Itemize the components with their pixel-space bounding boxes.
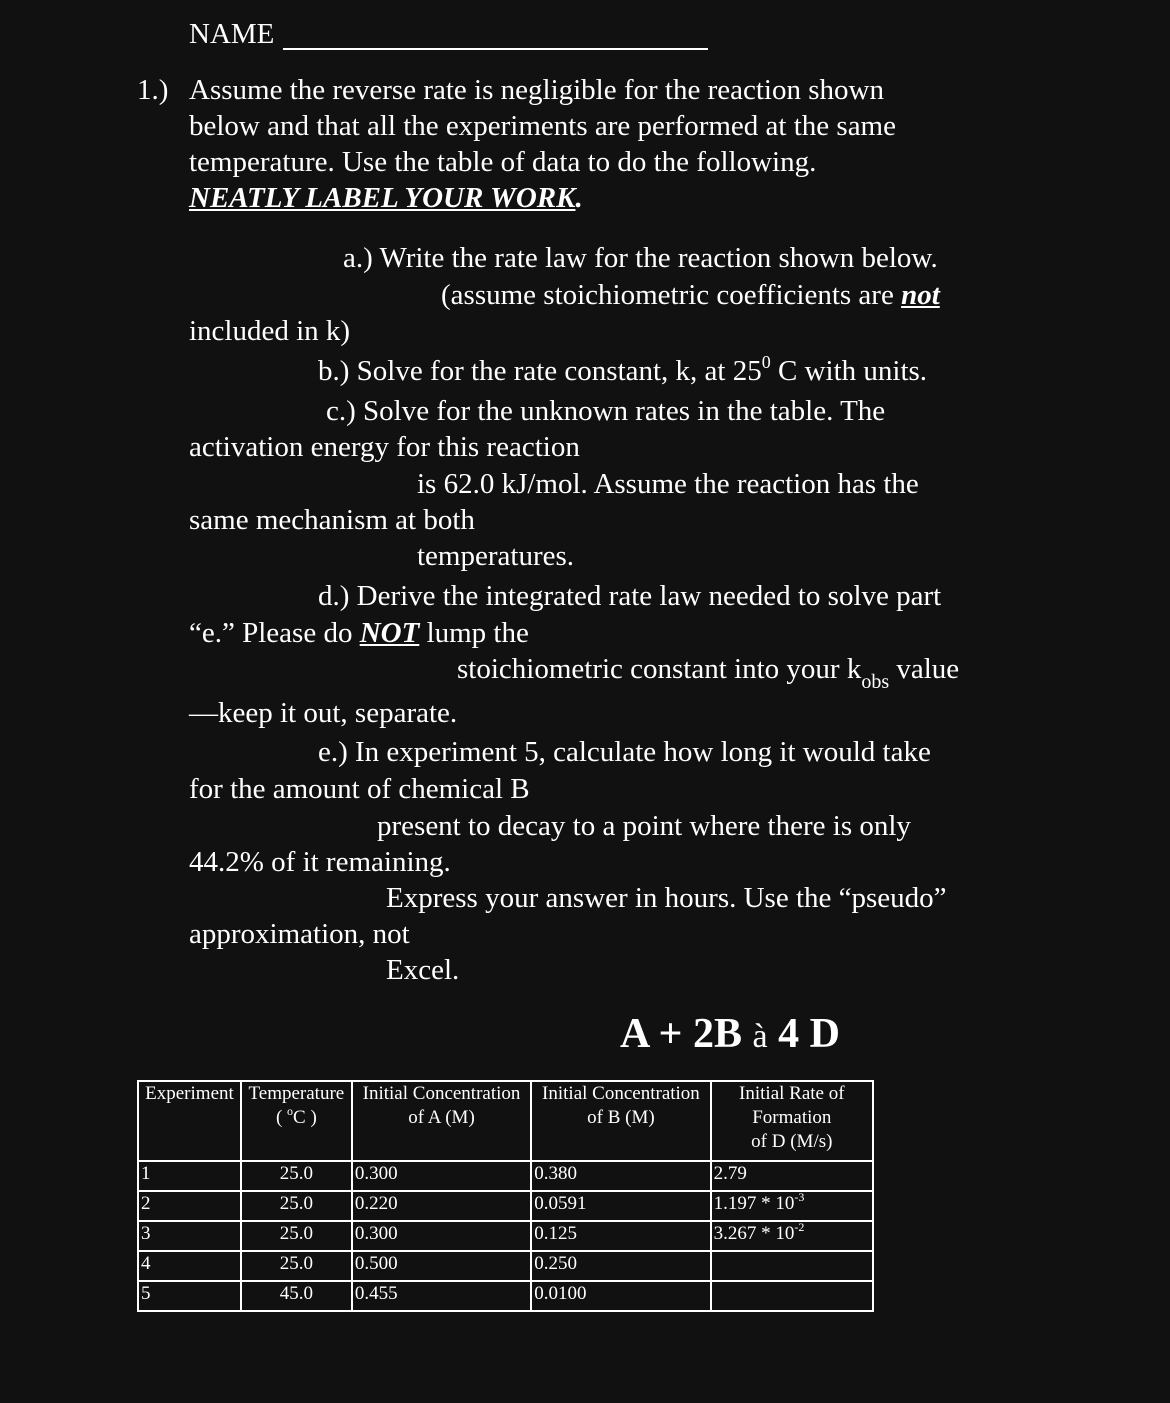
header-experiment-label: Experiment bbox=[145, 1083, 234, 1104]
header-rate-line-3: of D (M/s) bbox=[751, 1131, 833, 1152]
cell-rate bbox=[711, 1221, 873, 1251]
cell-rate-value: 3.267 * 10 bbox=[713, 1223, 795, 1244]
cell-conc-a: 0.455 bbox=[352, 1281, 531, 1311]
header-temperature bbox=[241, 1081, 352, 1161]
cell-rate-exponent: -2 bbox=[794, 1220, 805, 1234]
k-obs-subscript: obs bbox=[861, 671, 890, 693]
part-d-line-2 bbox=[189, 616, 529, 650]
cell-temperature: 25.0 bbox=[241, 1161, 352, 1191]
cell-conc-a: 0.220 bbox=[352, 1191, 531, 1221]
part-a-line-1: a.) Write the rate law for the reaction shown below. bbox=[343, 242, 938, 274]
header-temperature-label: Temperature bbox=[248, 1083, 345, 1104]
header-conc-b-line-1: Initial Concentration bbox=[542, 1083, 700, 1104]
cell-conc-b: 0.0591 bbox=[531, 1191, 710, 1221]
part-e-line-3: present to decay to a point where there is only bbox=[377, 810, 911, 842]
part-d-line-2-start: “e.” Please do bbox=[189, 617, 360, 649]
part-c-line-4: same mechanism at both bbox=[189, 504, 475, 536]
cell-rate bbox=[711, 1161, 873, 1191]
table-header-row bbox=[138, 1081, 873, 1161]
header-rate bbox=[711, 1081, 873, 1161]
instruction-text: NEATLY LABEL YOUR WORK bbox=[189, 182, 576, 214]
table-row bbox=[138, 1221, 873, 1251]
cell-temperature: 25.0 bbox=[241, 1191, 352, 1221]
part-a-line-3: included in k) bbox=[189, 315, 351, 347]
cell-rate-value: 2.79 bbox=[713, 1163, 747, 1184]
part-a-not: not bbox=[901, 279, 940, 311]
header-conc-a-line-1: Initial Concentration bbox=[362, 1083, 521, 1104]
cell-conc-a: 0.300 bbox=[352, 1221, 531, 1251]
part-e-line-1: e.) In experiment 5, calculate how long it would take bbox=[318, 736, 931, 768]
instruction-period: . bbox=[575, 182, 583, 214]
part-d-line-4: —keep it out, separate. bbox=[189, 697, 458, 729]
cell-conc-a: 0.300 bbox=[352, 1161, 531, 1191]
cell-conc-b: 0.250 bbox=[531, 1251, 710, 1281]
part-b-line-1 bbox=[318, 354, 927, 391]
cell-conc-b: 0.0100 bbox=[531, 1281, 710, 1311]
cell-temperature: 25.0 bbox=[241, 1221, 352, 1251]
table-row bbox=[138, 1161, 873, 1191]
cell-experiment: 3 bbox=[138, 1221, 241, 1251]
degree-superscript: 0 bbox=[761, 352, 771, 372]
table-row bbox=[138, 1191, 873, 1221]
header-conc-a bbox=[352, 1081, 531, 1161]
cell-temperature: 25.0 bbox=[241, 1251, 352, 1281]
header-temp-unit-close: C ) bbox=[293, 1107, 317, 1128]
part-d-line-3-text: stoichiometric constant into your k bbox=[457, 653, 862, 685]
header-rate-line-2: Formation bbox=[752, 1107, 832, 1128]
intro-line-3: temperature. Use the table of data to do the following. bbox=[189, 146, 817, 178]
question-number: 1.) bbox=[137, 74, 169, 106]
part-d-line-3-end: value bbox=[889, 653, 960, 685]
header-rate-line-1: Initial Rate of bbox=[739, 1083, 845, 1104]
part-e-line-7: Excel. bbox=[386, 954, 460, 986]
cell-rate-blank[interactable] bbox=[711, 1281, 873, 1311]
instruction bbox=[189, 181, 583, 215]
cell-conc-a: 0.500 bbox=[352, 1251, 531, 1281]
part-e-line-2: for the amount of chemical B bbox=[189, 773, 530, 805]
equation-arrow: à bbox=[752, 1018, 768, 1055]
header-temp-unit-open: ( bbox=[275, 1107, 288, 1128]
part-c-line-5: temperatures. bbox=[417, 540, 575, 572]
equation-lhs: A + 2B bbox=[620, 1011, 742, 1057]
header-conc-b bbox=[531, 1081, 710, 1161]
equation-rhs: 4 D bbox=[778, 1011, 840, 1057]
part-d-line-1: d.) Derive the integrated rate law needed to solve part bbox=[318, 580, 942, 612]
header-temp-degree: o bbox=[287, 1104, 294, 1118]
name-field-line[interactable] bbox=[283, 48, 708, 50]
cell-experiment: 5 bbox=[138, 1281, 241, 1311]
cell-experiment: 1 bbox=[138, 1161, 241, 1191]
cell-rate-blank[interactable] bbox=[711, 1251, 873, 1281]
experiment-data-table bbox=[137, 1080, 874, 1312]
header-conc-a-line-2: of A (M) bbox=[408, 1107, 475, 1128]
part-d-not: NOT bbox=[359, 617, 420, 649]
cell-temperature: 45.0 bbox=[241, 1281, 352, 1311]
table-row bbox=[138, 1281, 873, 1311]
cell-rate-value: 1.197 * 10 bbox=[713, 1193, 795, 1214]
header-experiment bbox=[138, 1081, 241, 1161]
part-b-text: b.) Solve for the rate constant, k, at 25 bbox=[318, 355, 762, 387]
reaction-equation bbox=[620, 1010, 840, 1061]
table-row bbox=[138, 1251, 873, 1281]
name-label: NAME bbox=[189, 18, 275, 50]
part-d-line-2-end: lump the bbox=[419, 617, 529, 649]
part-e-line-5: Express your answer in hours. Use the “pseudo” bbox=[386, 882, 947, 914]
part-e-line-6: approximation, not bbox=[189, 918, 410, 950]
part-c-line-1: c.) Solve for the unknown rates in the table. The bbox=[326, 395, 886, 427]
cell-experiment: 4 bbox=[138, 1251, 241, 1281]
part-a-line-2-text: (assume stoichiometric coefficients are bbox=[441, 279, 902, 311]
intro-line-1: Assume the reverse rate is negligible for the reaction shown bbox=[189, 74, 884, 106]
cell-rate-exponent: -3 bbox=[794, 1190, 805, 1204]
part-a-line-2 bbox=[441, 278, 940, 312]
part-d-line-3 bbox=[457, 652, 960, 693]
header-conc-b-line-2: of B (M) bbox=[587, 1107, 655, 1128]
cell-rate bbox=[711, 1191, 873, 1221]
intro-line-2: below and that all the experiments are performed at the same bbox=[189, 110, 896, 142]
part-e-line-4: 44.2% of it remaining. bbox=[189, 846, 451, 878]
cell-conc-b: 0.380 bbox=[531, 1161, 710, 1191]
cell-experiment: 2 bbox=[138, 1191, 241, 1221]
part-c-line-2: activation energy for this reaction bbox=[189, 431, 580, 463]
part-c-line-3: is 62.0 kJ/mol. Assume the reaction has the bbox=[417, 468, 919, 500]
part-b-text-end: C with units. bbox=[770, 355, 928, 387]
cell-conc-b: 0.125 bbox=[531, 1221, 710, 1251]
